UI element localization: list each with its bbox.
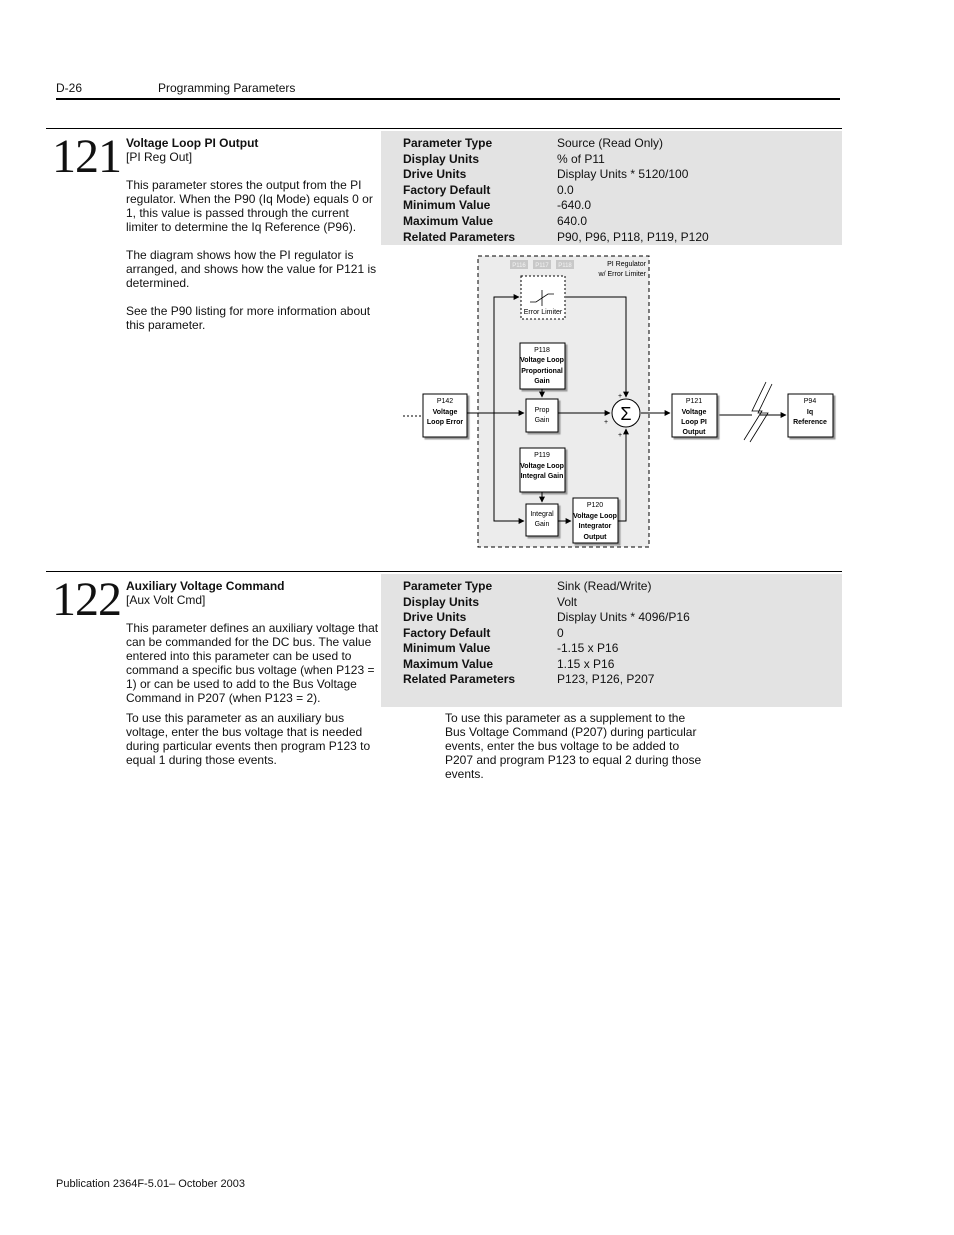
param-name: Auxiliary Voltage Command <box>126 579 285 593</box>
p119-label: Voltage Loop <box>520 463 564 470</box>
integral-gain-block <box>526 504 558 536</box>
page-number: D-26 <box>56 81 83 95</box>
p118-label: Voltage Loop <box>520 357 564 364</box>
param-title-122 <box>126 579 284 607</box>
section-rule-122 <box>46 571 842 572</box>
faint-tag-label: P117 <box>535 263 549 269</box>
param-description-122 <box>126 621 382 705</box>
p94-label: Iq <box>806 409 814 416</box>
p119-label: Integral Gain <box>520 473 564 480</box>
param-number-122: 122 <box>52 573 121 626</box>
param-usage-note-1 <box>126 711 384 767</box>
param-table-121: Parameter Type Source (Read Only) Display Units % of P11 Drive Units Display Units * 5120/100 Factory Default 0.0 Minimum Value -640.0 Maximum Value 640.0 Related Parameters P90, P96, P118, P119, P120 <box>381 131 842 245</box>
param-short-name: [Aux Volt Cmd] <box>126 593 206 607</box>
description-paragraph: This parameter defines an auxiliary voltage that can be commanded for the DC bus. The value entered into this parameter can be used to command a specific bus voltage (when P123 = 1) or can be used to add to the Bus Voltage Command in P207 (when P123 = 2). <box>126 621 379 705</box>
param-short-name: [PI Reg Out] <box>126 150 193 164</box>
p94-label: Reference <box>793 419 827 426</box>
break-symbol-icon <box>744 382 772 442</box>
description-paragraph: This parameter stores the output from the PI regulator. When the P90 (Iq Mode) equals 0 or 1, this value is passed through the current limiter to determine the Iq Reference (P96). <box>126 178 373 234</box>
prop-gain-block <box>526 399 558 432</box>
p121-id: P121 <box>685 398 703 405</box>
p120-label: Integrator <box>578 523 612 530</box>
description-paragraph: The diagram shows how the PI regulator is arranged, and shows how the value for P121 is determined. <box>126 248 377 290</box>
publication-footer: Publication 2364F-5.01– October 2003 <box>56 1178 245 1190</box>
p120-label: Output <box>583 534 607 541</box>
param-usage-note-2 <box>445 711 707 781</box>
running-header-title: Programming Parameters <box>158 81 296 95</box>
description-paragraph: To use this parameter as a supplement to the Bus Voltage Command (P207) during particular events, enter the bus voltage to be added to P207 and program P123 to equal 2 during those events. <box>445 711 702 781</box>
p118-label: Gain <box>534 378 550 385</box>
integral-gain-label: Integral <box>530 511 554 518</box>
description-paragraph: See the P90 listing for more information about this parameter. <box>126 304 371 332</box>
description-paragraph: To use this parameter as an auxiliary bus voltage, enter the bus voltage that is needed during particular events then program P123 to equal 1 during those events. <box>126 711 371 767</box>
prop-gain-label: Gain <box>534 417 550 424</box>
p119-id: P119 <box>534 452 550 459</box>
p118-id: P118 <box>534 347 550 354</box>
p120-id: P120 <box>586 502 604 509</box>
p121-label: Output <box>682 429 706 436</box>
param-name: Voltage Loop PI Output <box>126 136 259 150</box>
p94-id: P94 <box>803 398 817 405</box>
p120-label: Voltage Loop <box>573 513 617 520</box>
p121-label: Loop PI <box>681 419 707 426</box>
sigma-icon: Σ <box>620 404 632 424</box>
p142-id: P142 <box>436 398 454 405</box>
p142-label: Loop Error <box>426 419 464 426</box>
p118-label: Proportional <box>521 368 563 375</box>
plus-sign: + <box>603 419 609 426</box>
faint-tag-label: P116 <box>512 263 526 269</box>
integral-gain-label: Gain <box>534 521 550 528</box>
p142-label: Voltage <box>432 409 458 416</box>
param-number-121: 121 <box>52 130 121 183</box>
region-subtitle: w/ Error Limiter <box>598 271 646 278</box>
error-limiter-label: Error Limiter <box>523 309 563 316</box>
faint-tag-label: P118 <box>558 263 572 269</box>
region-title: PI Regulator <box>607 261 646 268</box>
param-table-122: Parameter Type Sink (Read/Write) Display Units Volt Drive Units Display Units * 4096/P16 Factory Default 0 Minimum Value -1.15 x P16 Maximum Value 1.15 x P16 Related Parameters P123, P126, P207 <box>381 574 842 707</box>
plus-sign: + <box>617 393 623 400</box>
plus-sign: + <box>617 432 623 439</box>
p121-label: Voltage <box>681 409 707 416</box>
prop-gain-label: Prop <box>534 407 550 414</box>
